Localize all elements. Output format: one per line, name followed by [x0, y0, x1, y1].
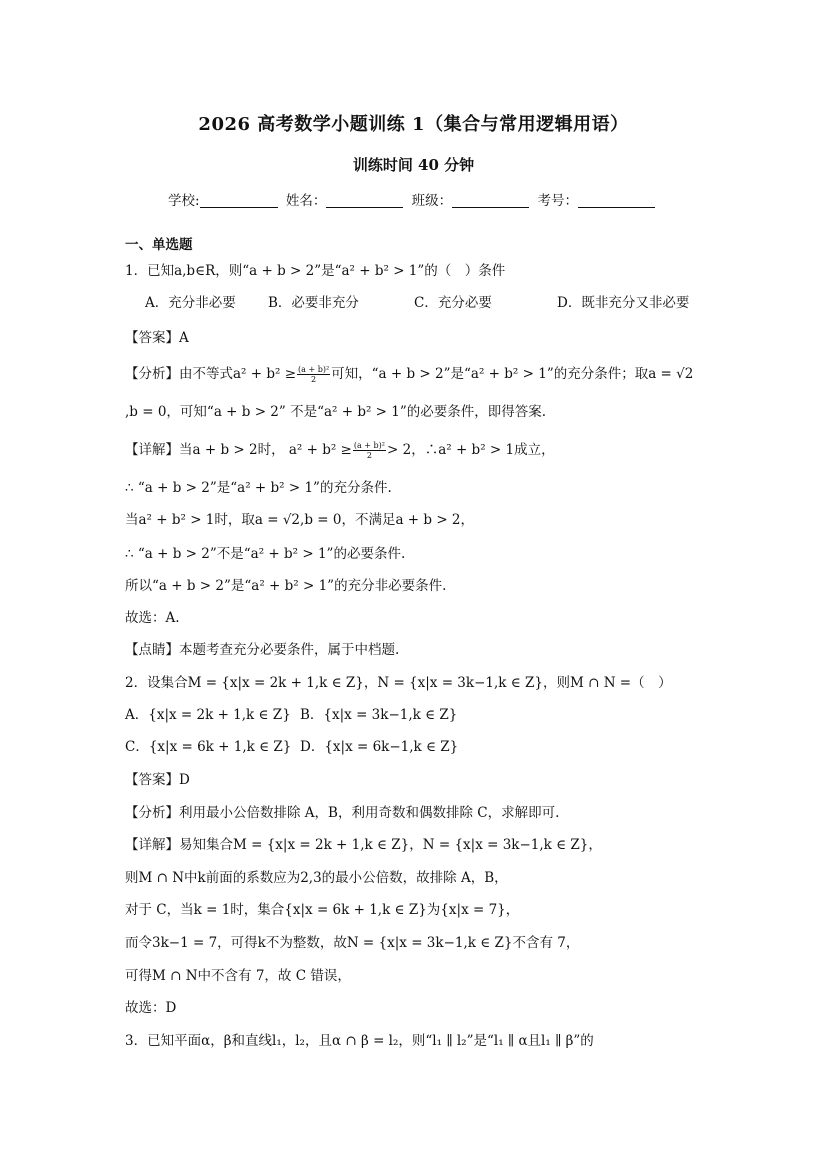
q1-analysis-text-b: 可知，“a + b > 2”是“a² + b² > 1”的充分条件；取a = √2: [331, 366, 694, 382]
q2-detail-line-1: 【详解】易知集合M = {x|x = 2k + 1,k ∈ Z}，N = {x|x = 3k−1,k ∈ Z}，: [125, 837, 602, 853]
q1-option-d: D．既非充分又非必要: [557, 295, 690, 311]
fraction-denominator: 2: [366, 451, 372, 460]
q2-detail-line-5: 可得M ∩ N中不含有 7，故 C 错误，: [125, 968, 351, 984]
q2-stem: 2．设集合M = {x|x = 2k + 1,k ∈ Z}，N = {x|x = 3k−1,k ∈ Z}，则M ∩ N =（ ）: [125, 675, 672, 691]
q1-detail-line-2: ∴ “a + b > 2”是“a² + b² > 1”的充分条件.: [125, 480, 392, 496]
number-blank[interactable]: [578, 193, 655, 208]
q1-stem: 1．已知a,b∈R，则“a + b > 2”是“a² + b² > 1”的（ ）条件: [125, 263, 506, 279]
fraction: [353, 441, 386, 460]
q1-choice: 故选：A.: [125, 610, 180, 626]
q2-option-d: D．{x|x = 6k−1,k ∈ Z}: [300, 739, 459, 755]
q1-analysis-line-2: ,b = 0，可知“a + b > 2” 不是“a² + b² > 1”的必要条件，即得答案.: [125, 404, 547, 420]
q1-option-a: A．充分非必要: [145, 295, 236, 311]
page-title: 2026 高考数学小题训练 1（集合与常用逻辑用语）: [198, 114, 629, 135]
q1-analysis-text-a: 【分析】由不等式a² + b² ≥: [125, 366, 297, 382]
fraction-denominator: 2: [311, 375, 317, 384]
q2-detail-line-2: 则M ∩ N中k前面的系数应为2,3的最小公倍数，故排除 A，B，: [125, 870, 508, 886]
name-label: 姓名：: [285, 193, 327, 209]
q1-option-c: C．充分必要: [414, 295, 492, 311]
fraction: [297, 365, 330, 384]
q2-detail-line-4: 而令3k−1 = 7，可得k不为整数，故N = {x|x = 3k−1,k ∈ Z}不含有 7，: [125, 935, 580, 951]
class-label: 班级：: [411, 193, 453, 209]
q1-answer: 【答案】A: [125, 330, 189, 346]
class-blank[interactable]: [452, 193, 529, 208]
q1-detail-line-4: ∴ “a + b > 2”不是“a² + b² > 1”的必要条件.: [125, 546, 406, 562]
q3-stem: 3．已知平面α，β和直线l₁，l₂，且α ∩ β = l₂，则“l₁ ∥ l₂”是“l₁ ∥ α且l₁ ∥ β”的: [125, 1033, 594, 1049]
q2-option-c: C．{x|x = 6k + 1,k ∈ Z}: [125, 739, 292, 755]
q2-detail-line-3: 对于 C，当k = 1时，集合{x|x = 6k + 1,k ∈ Z}为{x|x = 7}，: [125, 902, 520, 918]
page-subtitle: 训练时间 40 分钟: [352, 156, 475, 174]
q1-detail-line-5: 所以“a + b > 2”是“a² + b² > 1”的充分非必要条件.: [125, 578, 447, 594]
student-info-row: [168, 189, 659, 209]
q1-detail-line-3: 当a² + b² > 1时，取a = √2,b = 0，不满足a + b > 2，: [125, 512, 475, 528]
name-blank[interactable]: [326, 193, 403, 208]
fraction-numerator: (a + b)²: [353, 441, 386, 450]
q2-answer: 【答案】D: [125, 772, 190, 788]
q2-analysis: 【分析】利用最小公倍数排除 A，B，利用奇数和偶数排除 C，求解即可.: [125, 805, 560, 821]
q1-option-b: B．必要非充分: [268, 295, 359, 311]
q2-choice: 故选：D: [125, 1000, 177, 1016]
q1-analysis-line-1: [125, 362, 693, 384]
school-label: 学校:: [168, 193, 200, 209]
fraction-numerator: (a + b)²: [298, 365, 330, 374]
q1-comment: 【点睛】本题考查充分必要条件，属于中档题.: [125, 642, 400, 658]
q2-option-a: A．{x|x = 2k + 1,k ∈ Z}: [125, 707, 291, 723]
q2-option-b: B．{x|x = 3k−1,k ∈ Z}: [300, 707, 458, 723]
section-heading: 一、单选题: [125, 237, 193, 253]
number-label: 考号：: [537, 193, 578, 209]
q1-detail-text-b: > 2，∴a² + b² > 1成立，: [387, 442, 555, 458]
school-blank[interactable]: [200, 193, 278, 208]
q1-detail-text-a: 【详解】当a + b > 2时， a² + b² ≥: [125, 442, 352, 458]
q1-detail-line-1: [125, 438, 555, 460]
